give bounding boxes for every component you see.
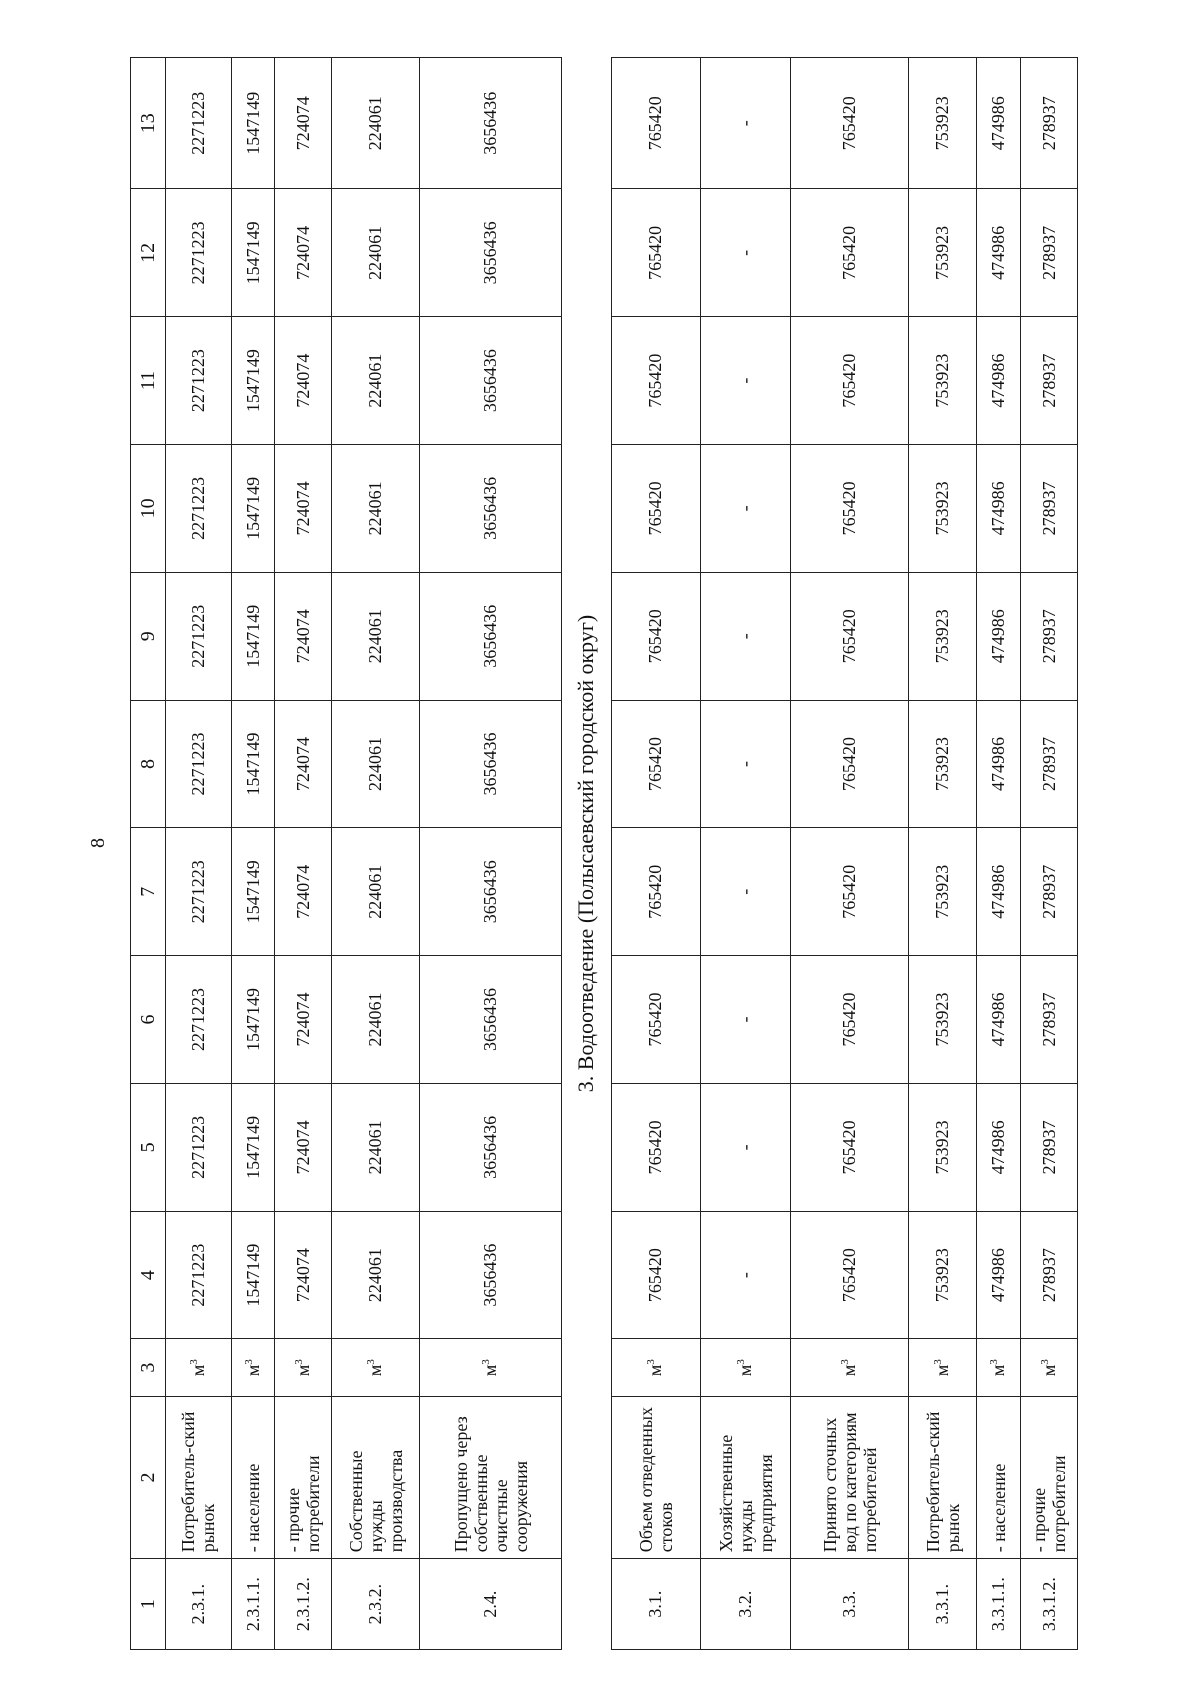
value-cell: 765420: [611, 58, 701, 189]
value-cell: -: [701, 828, 791, 956]
table-row: [791, 58, 909, 1650]
value-cell: 3656436: [419, 317, 561, 445]
unit-superscript: 3: [242, 1359, 255, 1365]
unit-superscript: 3: [292, 1359, 305, 1365]
column-header: 6: [131, 956, 166, 1084]
value-cell: 2271223: [166, 1083, 232, 1211]
unit-text: м: [365, 1364, 386, 1377]
row-name: Объем отведенных стоков: [611, 1396, 701, 1558]
value-cell: 3656436: [419, 572, 561, 700]
value-cell: 278937: [1021, 700, 1078, 828]
value-cell: -: [701, 317, 791, 445]
row-name: Принято сточных вод по категориям потребителей: [791, 1396, 909, 1558]
value-cell: 278937: [1021, 317, 1078, 445]
table-row: [332, 58, 420, 1650]
value-cell: 765420: [611, 1211, 701, 1339]
row-code: 2.3.1.2.: [275, 1559, 332, 1650]
value-cell: 3656436: [419, 956, 561, 1084]
row-unit: [791, 1339, 909, 1396]
value-cell: 2271223: [166, 956, 232, 1084]
row-code: 2.3.2.: [332, 1559, 420, 1650]
column-header: 1: [131, 1559, 166, 1650]
value-cell: 224061: [332, 317, 420, 445]
row-name: Потребитель-ский рынок: [166, 1396, 232, 1558]
value-cell: 765420: [791, 700, 909, 828]
value-cell: 278937: [1021, 956, 1078, 1084]
value-cell: 753923: [909, 700, 977, 828]
table-body-bottom: [611, 58, 1077, 1650]
value-cell: 474986: [977, 828, 1021, 956]
value-cell: 3656436: [419, 189, 561, 317]
value-cell: 1547149: [231, 828, 275, 956]
value-cell: 753923: [909, 189, 977, 317]
value-cell: 278937: [1021, 58, 1078, 189]
value-cell: -: [701, 189, 791, 317]
value-cell: 224061: [332, 189, 420, 317]
value-cell: 224061: [332, 1211, 420, 1339]
row-unit: [701, 1339, 791, 1396]
unit-text: м: [839, 1364, 860, 1377]
row-code: 3.3.1.2.: [1021, 1559, 1078, 1650]
data-table: [130, 57, 1078, 1650]
unit-superscript: 3: [1038, 1359, 1051, 1365]
unit-superscript: 3: [839, 1359, 852, 1365]
value-cell: 474986: [977, 445, 1021, 573]
value-cell: -: [701, 58, 791, 189]
value-cell: 753923: [909, 58, 977, 189]
value-cell: 753923: [909, 317, 977, 445]
unit-superscript: 3: [645, 1359, 658, 1365]
value-cell: 474986: [977, 1211, 1021, 1339]
column-header: 2: [131, 1396, 166, 1558]
unit-text: м: [932, 1364, 953, 1377]
value-cell: -: [701, 956, 791, 1084]
value-cell: 765420: [611, 1083, 701, 1211]
value-cell: 765420: [611, 189, 701, 317]
column-header: 7: [131, 828, 166, 956]
unit-superscript: 3: [735, 1359, 748, 1365]
unit-superscript: 3: [187, 1359, 200, 1365]
unit-text: м: [735, 1364, 756, 1377]
unit-superscript: 3: [365, 1359, 378, 1365]
value-cell: -: [701, 1083, 791, 1211]
column-header: 8: [131, 700, 166, 828]
value-cell: 2271223: [166, 828, 232, 956]
value-cell: 765420: [791, 1211, 909, 1339]
value-cell: 765420: [611, 572, 701, 700]
unit-text: м: [292, 1364, 313, 1377]
row-code: 3.2.: [701, 1559, 791, 1650]
table-row: [977, 58, 1021, 1650]
value-cell: 765420: [791, 58, 909, 189]
data-table-container: [130, 57, 1078, 1650]
table-row: [611, 58, 701, 1650]
row-code: 3.3.: [791, 1559, 909, 1650]
value-cell: 224061: [332, 700, 420, 828]
value-cell: 474986: [977, 700, 1021, 828]
row-code: 3.3.1.: [909, 1559, 977, 1650]
table-body-top: [166, 58, 562, 1650]
unit-text: м: [1038, 1364, 1059, 1377]
column-header-row: [131, 58, 166, 1650]
value-cell: 224061: [332, 1083, 420, 1211]
value-cell: 2271223: [166, 1211, 232, 1339]
column-header: 5: [131, 1083, 166, 1211]
value-cell: 724074: [275, 700, 332, 828]
unit-text: м: [988, 1364, 1009, 1377]
value-cell: 3656436: [419, 58, 561, 189]
value-cell: 474986: [977, 58, 1021, 189]
table-row: [419, 58, 561, 1650]
table-row: [909, 58, 977, 1650]
value-cell: 724074: [275, 1211, 332, 1339]
value-cell: 753923: [909, 956, 977, 1084]
row-name: - население: [977, 1396, 1021, 1558]
section-row: [562, 58, 611, 1650]
value-cell: 474986: [977, 1083, 1021, 1211]
section-title: 3. Водоотведение (Полысаевский городской округ): [562, 58, 611, 1650]
value-cell: 765420: [611, 317, 701, 445]
value-cell: 278937: [1021, 1083, 1078, 1211]
value-cell: -: [701, 1211, 791, 1339]
value-cell: 3656436: [419, 700, 561, 828]
value-cell: 765420: [791, 828, 909, 956]
row-code: 2.3.1.: [166, 1559, 232, 1650]
column-header: 4: [131, 1211, 166, 1339]
unit-superscript: 3: [932, 1359, 945, 1365]
value-cell: -: [701, 445, 791, 573]
table-row: [1021, 58, 1078, 1650]
value-cell: 765420: [611, 956, 701, 1084]
row-unit: [166, 1339, 232, 1396]
value-cell: 724074: [275, 445, 332, 573]
value-cell: 474986: [977, 189, 1021, 317]
value-cell: 765420: [611, 445, 701, 573]
value-cell: 1547149: [231, 189, 275, 317]
value-cell: 765420: [791, 956, 909, 1084]
column-header: 9: [131, 572, 166, 700]
row-code: 2.4.: [419, 1559, 561, 1650]
value-cell: 224061: [332, 58, 420, 189]
value-cell: 724074: [275, 1083, 332, 1211]
value-cell: 278937: [1021, 189, 1078, 317]
value-cell: 2271223: [166, 445, 232, 573]
row-code: 2.3.1.1.: [231, 1559, 275, 1650]
value-cell: 474986: [977, 572, 1021, 700]
row-code: 3.3.1.1.: [977, 1559, 1021, 1650]
unit-text: м: [645, 1364, 666, 1377]
value-cell: 753923: [909, 1211, 977, 1339]
value-cell: 278937: [1021, 572, 1078, 700]
unit-text: м: [242, 1364, 263, 1377]
value-cell: 3656436: [419, 1083, 561, 1211]
row-unit: [231, 1339, 275, 1396]
value-cell: 724074: [275, 58, 332, 189]
value-cell: 753923: [909, 828, 977, 956]
value-cell: 474986: [977, 317, 1021, 445]
value-cell: 278937: [1021, 1211, 1078, 1339]
value-cell: 1547149: [231, 956, 275, 1084]
value-cell: 765420: [791, 572, 909, 700]
value-cell: 753923: [909, 1083, 977, 1211]
table-row: [231, 58, 275, 1650]
unit-superscript: 3: [480, 1359, 493, 1365]
value-cell: 1547149: [231, 58, 275, 189]
row-unit: [977, 1339, 1021, 1396]
value-cell: 765420: [791, 1083, 909, 1211]
column-header: 12: [131, 189, 166, 317]
row-name: - прочие потребители: [275, 1396, 332, 1558]
row-unit: [1021, 1339, 1078, 1396]
value-cell: 724074: [275, 189, 332, 317]
value-cell: 765420: [611, 828, 701, 956]
row-name: Пропущено через собственные очистные сооружения: [419, 1396, 561, 1558]
value-cell: 2271223: [166, 189, 232, 317]
value-cell: 3656436: [419, 828, 561, 956]
value-cell: 2271223: [166, 317, 232, 445]
value-cell: 1547149: [231, 1083, 275, 1211]
value-cell: 1547149: [231, 445, 275, 573]
value-cell: -: [701, 572, 791, 700]
column-header: 3: [131, 1339, 166, 1396]
unit-text: м: [480, 1364, 501, 1377]
table-row: [166, 58, 232, 1650]
unit-text: м: [187, 1364, 208, 1377]
value-cell: 2271223: [166, 58, 232, 189]
value-cell: 765420: [611, 700, 701, 828]
value-cell: 724074: [275, 828, 332, 956]
row-unit: [275, 1339, 332, 1396]
value-cell: 2271223: [166, 572, 232, 700]
value-cell: 474986: [977, 956, 1021, 1084]
row-name: - прочие потребители: [1021, 1396, 1078, 1558]
row-unit: [611, 1339, 701, 1396]
column-header: 13: [131, 58, 166, 189]
column-header: 10: [131, 445, 166, 573]
row-name: Собственные нужды производства: [332, 1396, 420, 1558]
value-cell: 278937: [1021, 828, 1078, 956]
row-name: - население: [231, 1396, 275, 1558]
value-cell: 1547149: [231, 1211, 275, 1339]
value-cell: 278937: [1021, 445, 1078, 573]
value-cell: 2271223: [166, 700, 232, 828]
table-row: [275, 58, 332, 1650]
value-cell: 3656436: [419, 445, 561, 573]
value-cell: 224061: [332, 956, 420, 1084]
value-cell: 724074: [275, 956, 332, 1084]
value-cell: 1547149: [231, 317, 275, 445]
value-cell: 224061: [332, 445, 420, 573]
row-unit: [909, 1339, 977, 1396]
value-cell: 765420: [791, 317, 909, 445]
table-row: [701, 58, 791, 1650]
value-cell: 765420: [791, 189, 909, 317]
page-number: 8: [87, 838, 109, 848]
row-code: 3.1.: [611, 1559, 701, 1650]
value-cell: 724074: [275, 317, 332, 445]
value-cell: 224061: [332, 572, 420, 700]
value-cell: 3656436: [419, 1211, 561, 1339]
value-cell: 224061: [332, 828, 420, 956]
unit-superscript: 3: [988, 1359, 1001, 1365]
value-cell: 1547149: [231, 700, 275, 828]
column-header: 11: [131, 317, 166, 445]
value-cell: 1547149: [231, 572, 275, 700]
value-cell: -: [701, 700, 791, 828]
value-cell: 753923: [909, 572, 977, 700]
row-name: Хозяйственные нужды предприятия: [701, 1396, 791, 1558]
row-unit: [419, 1339, 561, 1396]
section-row-group: [562, 58, 611, 1650]
value-cell: 765420: [791, 445, 909, 573]
row-name: Потребитель-ский рынок: [909, 1396, 977, 1558]
value-cell: 753923: [909, 445, 977, 573]
value-cell: 724074: [275, 572, 332, 700]
row-unit: [332, 1339, 420, 1396]
